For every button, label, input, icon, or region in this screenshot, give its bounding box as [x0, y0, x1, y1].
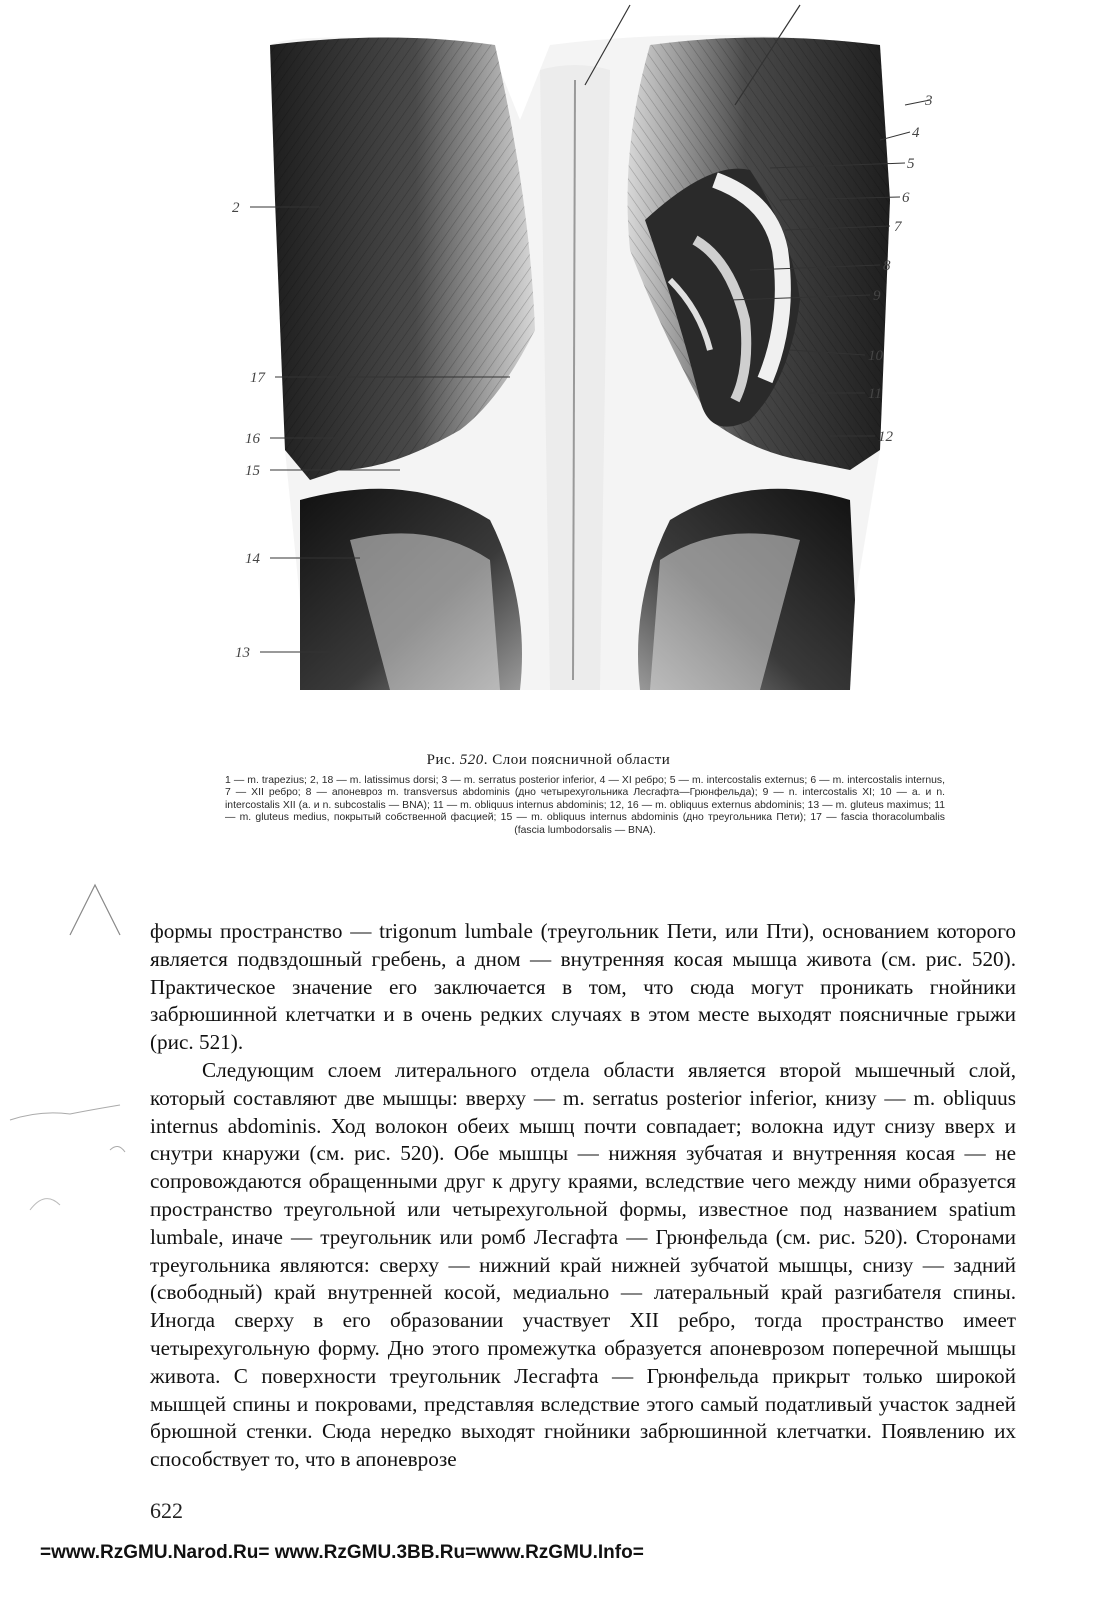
callout-label: 5	[907, 156, 915, 172]
body-text	[150, 918, 1016, 1474]
anatomy-figure	[190, 0, 960, 735]
callout-label: 6	[902, 190, 910, 206]
callout-label: 16	[245, 431, 260, 447]
callout-label: 11	[868, 386, 882, 402]
callout-label: 2	[232, 200, 240, 216]
callout-label: 10	[868, 348, 883, 364]
footer-watermark-text: =www.RzGMU.Narod.Ru= www.RzGMU.3BB.Ru=www.RzGMU.Info=	[40, 1542, 644, 1563]
callout-label: 3	[925, 93, 933, 109]
paragraph: формы пространство — trigonum lumbale (треугольник Пети, или Пти), основанием которого является подвздошный гребень, а дном — внутренняя косая мышца живота (см. рис. 520). Практическое значение его заключается в том, что сюда могут проникать гнойники забрюшинной клетчатки и в очень редких случаях в этом месте выходят поясничные грыжи (рис. 521).	[150, 919, 1016, 1055]
callout-label: 8	[883, 258, 891, 274]
page-number: 622	[150, 1498, 183, 1523]
callout-label: 15	[245, 463, 260, 479]
callout-label: 17	[250, 370, 265, 386]
callout-label: 9	[873, 288, 881, 304]
caption-title-text: . Слои поясничной области	[483, 752, 671, 768]
figure-legend: 1 — m. trapezius; 2, 18 — m. latissimus dorsi; 3 — m. serratus posterior inferior, 4 — XI ребро; 5 — m. intercostalis externus; 6 — m. intercostalis internus, 7 — XII ребро; 8 — апоневроз m. transversus abdominis (дно четырехугольника Лесгафта—Грюнфельда); 9 — n. intercostalis XI; 10 — a. и n. intercostalis XII (a. и n. subcostalis — BNA); 11 — m. obliquus internus abdominis; 12, 16 — m. obliquus externus abdominis; 13 — m. gluteus maximus; 11 — m. gluteus medius, покрытый собственной фасцией; 15 — m. obliquus internus abdominis (дно треугольника Пети); 17 — fascia thoracolumbalis (fascia lumbodorsalis — BNA).	[225, 775, 945, 836]
callout-label: 4	[912, 125, 920, 141]
callout-label: 13	[235, 645, 250, 661]
callout-label: 14	[245, 551, 260, 567]
figure-number: 520	[459, 752, 484, 768]
paragraph: Следующим слоем литерального отдела области является второй мышечный слой, который составляют две мышцы: вверху — m. serratus posterior inferior, книзу — m. obliquus internus abdominis. Ход волокон обеих мышц почти совпадает; волокна идут снизу вверх и снутри кнаружи (см. рис. 520). Обе мышцы — нижняя зубчатая и внутренняя косая — не сопровождаются обращенными друг к другу краями, вследствие чего между ними образуется пространство треугольной или четырехугольной формы, известное под названием spatium lumbale, иначе — треугольник или ромб Лесгафта — Грюнфельда (см. рис. 520). Сторонами треугольника являются: сверху — нижний край нижней зубчатой мышцы, снизу — задний (свободный) край внутренней косой, медиально — латеральный край разгибателя спины. Иногда сверху в его образовании участвует XII ребро, тогда пространство имеет четырехугольную форму. Дно этого промежутка образуется апоневрозом поперечной мышцы живота. С поверхности треугольник Лесгафта — Грюнфельда прикрыт только широкой мышцей спины и покровами, представляя вследствие этого самый податливый участок задней брюшной стенки. Сюда нередко выходят гнойники забрюшинной клетчатки. Появлению их способствует то, что в апоневрозе	[150, 1057, 1016, 1472]
pencil-triangle-mark	[65, 880, 125, 940]
callout-label: 7	[894, 219, 902, 235]
pencil-margin-scribble	[0, 1080, 140, 1220]
callout-label: 12	[878, 429, 893, 445]
caption-prefix: Рис.	[426, 752, 460, 768]
figure-caption-title	[0, 752, 1097, 769]
